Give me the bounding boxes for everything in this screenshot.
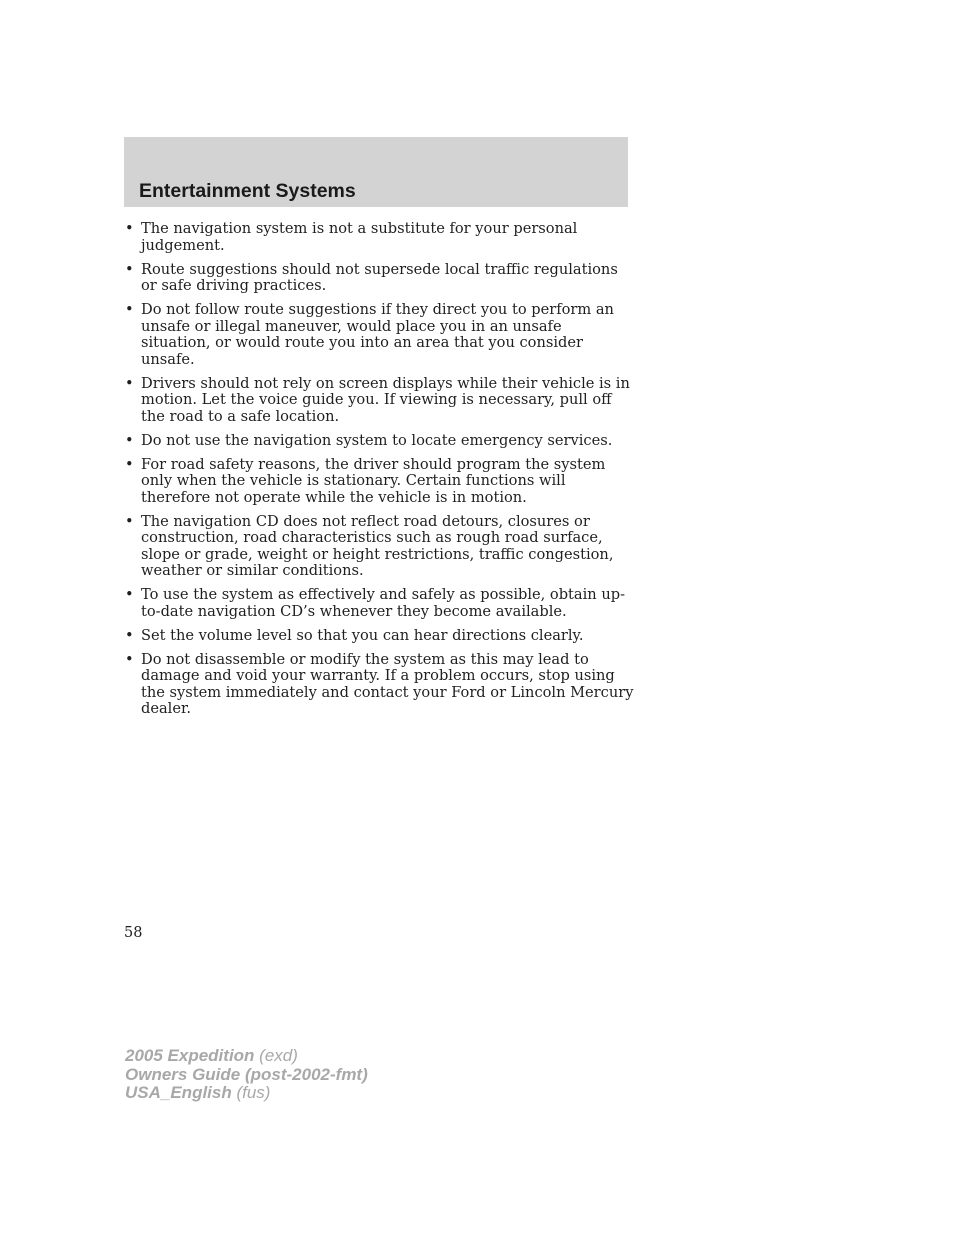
footer-guide-name: Owners Guide (post-2002-fmt) [125, 1064, 368, 1084]
footer-model-name: 2005 Expedition [125, 1046, 255, 1065]
list-item-text: To use the system as effectively and safely as possible, obtain up-to-date navigation CD’s whenever they become available. [141, 586, 625, 620]
list-item-text: Set the volume level so that you can hear directions clearly. [141, 626, 584, 644]
list-item-text: Do not disassemble or modify the system as this may lead to damage and void your warranty. If a problem occurs, stop using the system immediately and contact your Ford or Lincoln Mercury dealer. [141, 650, 634, 717]
bullet-icon: • [125, 586, 134, 603]
list-item-text: Do not follow route suggestions if they direct you to perform an unsafe or illegal maneuver, would place you in an unsafe situation, or would route you into an area that you consider unsafe. [141, 301, 614, 368]
bullet-icon: • [125, 650, 134, 668]
bullet-icon: • [125, 374, 134, 392]
list-item [124, 302, 634, 368]
list-item [124, 652, 634, 718]
document-footer [125, 1047, 368, 1103]
list-item [124, 628, 634, 645]
section-header [124, 137, 628, 207]
list-item [124, 376, 634, 426]
bullet-icon: • [125, 431, 134, 449]
list-item [124, 457, 634, 507]
list-item-text: Do not use the navigation system to locate emergency services. [141, 431, 613, 449]
bullet-icon: • [125, 626, 134, 644]
footer-line-language [125, 1084, 368, 1103]
page-number: 58 [124, 925, 143, 941]
bullet-icon: • [125, 455, 134, 473]
footer-language-name: USA_English [125, 1083, 232, 1102]
list-item-text: The navigation system is not a substitute for your personal judgement. [141, 220, 578, 254]
footer-line-guide [125, 1066, 368, 1085]
list-item [124, 433, 634, 450]
footer-language-code: (fus) [231, 1083, 271, 1102]
list-item [124, 221, 634, 254]
list-item [124, 587, 634, 620]
list-item [124, 514, 634, 580]
list-item-text: Route suggestions should not supersede local traffic regulations or safe driving practices. [141, 260, 618, 294]
bullet-icon: • [125, 301, 134, 318]
list-item-text: The navigation CD does not reflect road detours, closures or construction, road characteristics such as rough road surface, slope or grade, weight or height restrictions, traffic congestion, weather or similar conditions. [141, 512, 614, 579]
list-item [124, 262, 634, 295]
bullet-icon: • [125, 260, 134, 278]
footer-model-code: (exd) [254, 1046, 298, 1065]
section-title: Entertainment Systems [139, 179, 356, 202]
bullet-icon: • [125, 220, 134, 237]
bullet-icon: • [125, 512, 134, 530]
list-item-text: For road safety reasons, the driver should program the system only when the vehicle is stationary. Certain functions will therefore not operate while the vehicle is in motion. [141, 455, 606, 506]
footer-line-model [125, 1047, 368, 1066]
bullet-list [124, 221, 634, 725]
list-item-text: Drivers should not rely on screen displays while their vehicle is in motion. Let the voice guide you. If viewing is necessary, pull off the road to a safe location. [141, 374, 630, 425]
